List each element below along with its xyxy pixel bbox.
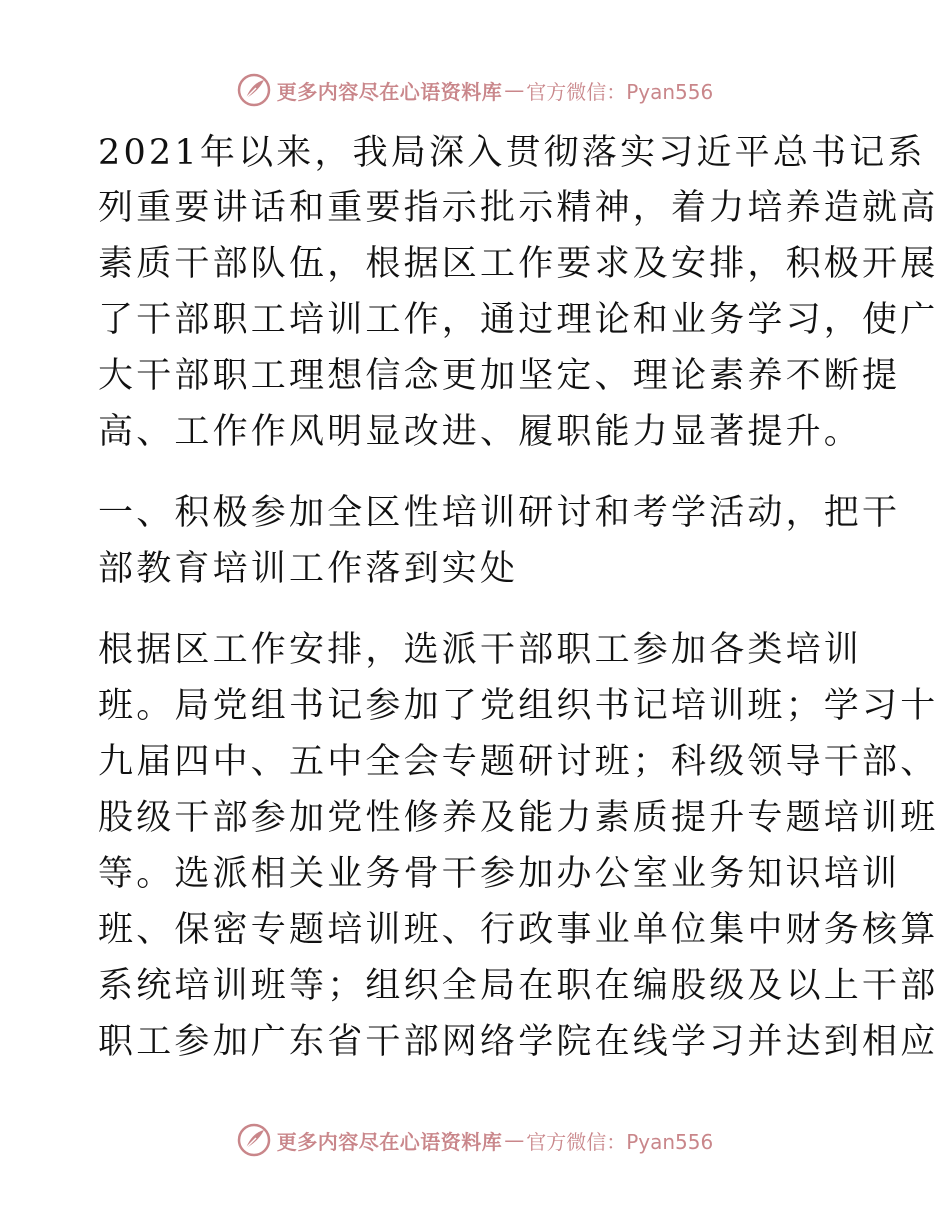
watermark-contact: 官方微信：Pyan556	[526, 79, 714, 104]
text-line: 班、保密专题培训班、行政事业单位集中财务核算	[98, 910, 939, 950]
text-line: 系统培训班等；组织全局在职在编股级及以上干部	[98, 966, 939, 1006]
text-line: 2021年以来，我局深入贯彻落实习近平总书记系	[98, 133, 926, 173]
watermark-contact: 官方微信：Pyan556	[526, 1129, 714, 1154]
heading-line: 部教育培训工作落到实处	[98, 549, 519, 589]
text-line: 班。局党组书记参加了党组织书记培训班；学习十	[98, 686, 939, 726]
feather-logo-icon	[237, 73, 271, 107]
text-line: 职工参加广东省干部网络学院在线学习并达到相应	[98, 1022, 939, 1062]
watermark-brand: 更多内容尽在心语资料库	[276, 1129, 503, 1154]
watermark-footer	[0, 1120, 950, 1160]
text-line: 根据区工作安排，选派干部职工参加各类培训	[98, 630, 863, 670]
watermark-brand: 更多内容尽在心语资料库	[276, 79, 503, 104]
watermark-header	[0, 70, 950, 110]
text-line: 列重要讲话和重要指示批示精神，着力培养造就高	[98, 188, 939, 228]
text-line: 等。选派相关业务骨干参加办公室业务知识培训	[98, 854, 901, 894]
text-line: 素质干部队伍，根据区工作要求及安排，积极开展	[98, 244, 939, 284]
text-line: 大干部职工理想信念更加坚定、理论素养不断提	[98, 356, 901, 396]
heading-line: 一、积极参加全区性培训研讨和考学活动，把干	[98, 493, 901, 533]
text-line: 股级干部参加党性修养及能力素质提升专题培训班	[98, 798, 939, 838]
watermark-dash: —	[504, 78, 525, 102]
text-line: 了干部职工培训工作，通过理论和业务学习，使广	[98, 300, 939, 340]
text-line: 高、工作作风明显改进、履职能力显著提升。	[98, 412, 863, 452]
feather-logo-icon	[237, 1123, 271, 1157]
text-line: 九届四中、五中全会专题研讨班；科级领导干部、	[98, 742, 939, 782]
watermark-dash: —	[504, 1128, 525, 1152]
